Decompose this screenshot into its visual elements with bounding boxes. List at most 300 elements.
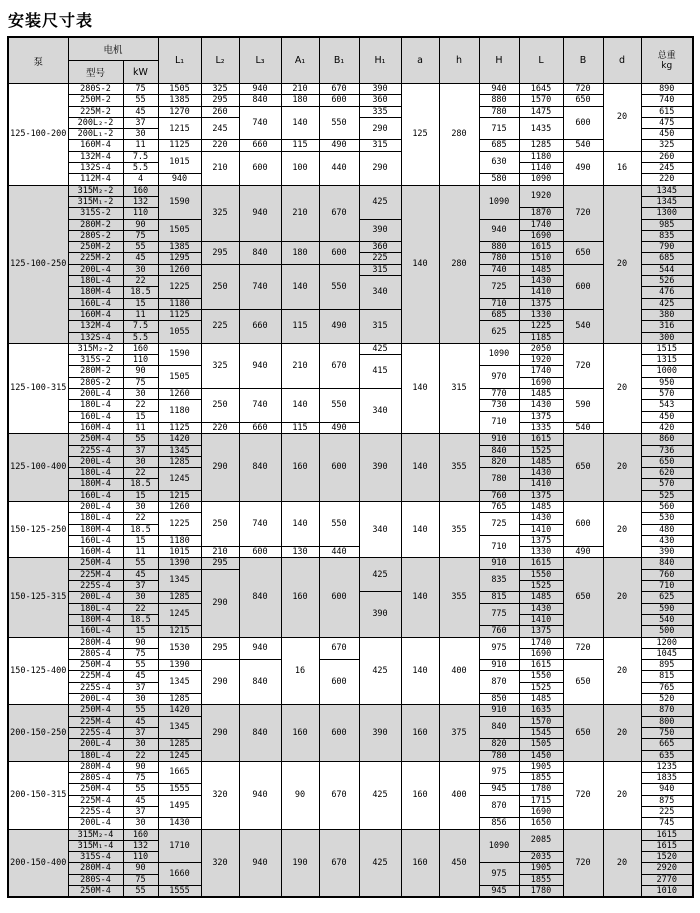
dim-cell-H: 880 [479,95,519,106]
dim-cell-B: 600 [563,501,603,546]
dim-cell-L: 1525 [519,682,563,693]
dim-cell-L: 1740 [519,366,563,377]
dim-cell-L: 1690 [519,230,563,241]
motor-model-cell: 315M₂-2 [68,343,123,354]
dim-cell-L: 1475 [519,106,563,117]
dim-cell-a: 160 [401,761,439,829]
dim-cell-L: 1905 [519,863,563,874]
dim-cell-L: 1375 [519,626,563,637]
dim-cell-L: 1430 [519,603,563,614]
header-pump: 泵 [8,37,68,84]
motor-kw-cell: 7.5 [123,151,158,162]
motor-model-cell: 280M-4 [68,637,123,648]
dim-cell-L: 2085 [519,829,563,852]
dim-cell-W: 1345 [641,185,693,196]
pump-size-cell: 150-125-315 [8,558,68,637]
dim-cell-H1: 360 [359,95,401,106]
dim-cell-W: 450 [641,129,693,140]
motor-kw-cell: 30 [123,389,158,400]
dim-cell-W: 800 [641,716,693,727]
dim-cell-L: 1570 [519,716,563,727]
dim-cell-B: 650 [563,705,603,761]
motor-model-cell: 160M-4 [68,140,123,151]
table-row [8,705,693,716]
dim-cell-B1: 550 [319,501,359,546]
dim-cell-B: 540 [563,309,603,343]
dim-cell-H: 910 [479,705,519,716]
dim-cell-L: 1185 [519,332,563,343]
pump-size-cell: 125-100-315 [8,343,68,433]
dim-cell-B1: 490 [319,422,359,433]
motor-kw-cell: 30 [123,739,158,750]
dim-cell-H: 1090 [479,343,519,366]
motor-kw-cell: 37 [123,807,158,818]
dim-cell-L1: 1390 [158,660,201,671]
dim-cell-L2: 250 [201,264,239,309]
motor-kw-cell: 4 [123,174,158,185]
dim-cell-H: 910 [479,660,519,671]
dim-cell-L1: 1260 [158,389,201,400]
dim-cell-H: 740 [479,264,519,275]
dim-cell-L1: 1345 [158,671,201,694]
dim-cell-L: 1410 [519,524,563,535]
dim-cell-h: 375 [439,705,479,761]
dim-cell-A1: 140 [281,106,319,140]
dim-cell-L3: 660 [239,422,281,433]
dim-cell-a: 140 [401,343,439,433]
header-dim-a: a [401,37,439,84]
dim-cell-H1: 315 [359,140,401,151]
dim-cell-W: 685 [641,253,693,264]
dim-cell-h: 400 [439,637,479,705]
dim-cell-W: 760 [641,569,693,580]
motor-kw-cell: 160 [123,185,158,196]
dim-cell-d: 20 [603,637,641,705]
motor-kw-cell: 18.5 [123,524,158,535]
dim-cell-W: 895 [641,660,693,671]
motor-kw-cell: 55 [123,705,158,716]
table-row [8,501,693,512]
dim-cell-L2: 295 [201,242,239,265]
dim-cell-H: 975 [479,761,519,784]
motor-kw-cell: 75 [123,773,158,784]
dim-cell-W: 245 [641,163,693,174]
dim-cell-H: 870 [479,795,519,818]
table-row [8,829,693,840]
motor-model-cell: 225M-4 [68,716,123,727]
motor-kw-cell: 7.5 [123,321,158,332]
dim-cell-L3: 840 [239,705,281,761]
dim-cell-H1: 225 [359,253,401,264]
motor-model-cell: 280S-2 [68,377,123,388]
dim-cell-a: 160 [401,829,439,897]
motor-kw-cell: 5.5 [123,163,158,174]
dim-cell-L: 1375 [519,535,563,546]
motor-model-cell: 225M-2 [68,106,123,117]
header-motor: 电机 [68,37,158,61]
motor-kw-cell: 75 [123,874,158,885]
dim-cell-L1: 1215 [158,117,201,140]
dim-cell-B: 720 [563,637,603,660]
dim-cell-W: 430 [641,535,693,546]
motor-model-cell: 225S-4 [68,727,123,738]
motor-kw-cell: 15 [123,626,158,637]
motor-model-cell: 225S-4 [68,807,123,818]
header-dim-L1: L₁ [158,37,201,84]
motor-model-cell: 200L-4 [68,456,123,467]
motor-model-cell: 160M-4 [68,547,123,558]
dim-cell-L: 1525 [519,445,563,456]
dim-cell-L: 1525 [519,581,563,592]
motor-kw-cell: 11 [123,422,158,433]
dim-cell-L1: 1125 [158,422,201,433]
dim-cell-L: 1225 [519,321,563,332]
motor-model-cell: 250M-2 [68,95,123,106]
dim-cell-d: 16 [603,151,641,185]
dim-cell-W: 530 [641,513,693,524]
dim-cell-B: 490 [563,151,603,185]
dim-cell-H: 945 [479,784,519,795]
dim-cell-B: 720 [563,829,603,897]
dim-cell-W: 740 [641,95,693,106]
motor-kw-cell: 55 [123,434,158,445]
dim-cell-L1: 1245 [158,468,201,491]
dim-cell-L: 1485 [519,389,563,400]
dim-cell-A1: 160 [281,558,319,637]
motor-kw-cell: 75 [123,377,158,388]
motor-kw-cell: 110 [123,852,158,863]
dim-cell-A1: 115 [281,422,319,433]
dim-cell-A1: 115 [281,140,319,151]
dim-cell-L3: 940 [239,84,281,95]
motor-model-cell: 280S-4 [68,773,123,784]
dim-cell-L: 1180 [519,151,563,162]
motor-model-cell: 250M-4 [68,558,123,569]
dim-cell-H1: 315 [359,264,401,275]
dim-cell-L1: 1285 [158,694,201,705]
dim-cell-L: 1375 [519,490,563,501]
dim-cell-W: 745 [641,818,693,829]
motor-model-cell: 280M-4 [68,761,123,772]
dim-cell-A1: 180 [281,95,319,106]
dim-cell-L2: 325 [201,185,239,241]
dim-cell-d: 20 [603,434,641,502]
dim-cell-W: 525 [641,490,693,501]
dim-cell-W: 860 [641,434,693,445]
motor-model-cell: 160L-4 [68,298,123,309]
header-dim-B: B [563,37,603,84]
header-dim-B1: B₁ [319,37,359,84]
dim-cell-H1: 290 [359,151,401,185]
dim-cell-L1: 1180 [158,298,201,309]
dim-cell-L: 1870 [519,208,563,219]
dim-cell-L1: 1385 [158,242,201,253]
dim-cell-H: 1090 [479,185,519,219]
dim-cell-L: 1920 [519,185,563,208]
dim-cell-H1: 290 [359,117,401,140]
motor-model-cell: 250M-4 [68,705,123,716]
dim-cell-L3: 940 [239,761,281,829]
motor-kw-cell: 45 [123,106,158,117]
pump-size-cell: 125-100-250 [8,185,68,343]
dim-cell-B: 650 [563,95,603,106]
dim-cell-H: 880 [479,242,519,253]
dim-cell-L: 1645 [519,84,563,95]
dim-cell-L: 1485 [519,592,563,603]
motor-model-cell: 250M-4 [68,886,123,898]
dim-cell-B1: 550 [319,106,359,140]
motor-kw-cell: 15 [123,298,158,309]
dim-cell-L1: 1180 [158,400,201,423]
dim-cell-H1: 340 [359,501,401,557]
pump-size-cell: 125-100-200 [8,84,68,186]
motor-model-cell: 160L-4 [68,490,123,501]
motor-kw-cell: 11 [123,140,158,151]
motor-kw-cell: 5.5 [123,332,158,343]
dim-cell-W: 1345 [641,196,693,207]
table-row [8,185,693,196]
dim-cell-L1: 1555 [158,886,201,898]
dim-cell-A1: 100 [281,151,319,185]
dim-cell-A1: 210 [281,185,319,241]
header-dim-h: h [439,37,479,84]
motor-kw-cell: 37 [123,682,158,693]
dim-cell-L: 1690 [519,377,563,388]
dim-cell-H: 710 [479,298,519,309]
dim-cell-h: 280 [439,185,479,343]
dim-cell-L1: 1180 [158,535,201,546]
motor-model-cell: 180M-4 [68,614,123,625]
motor-model-cell: 200L-4 [68,592,123,603]
dim-cell-H: 710 [479,411,519,434]
motor-kw-cell: 22 [123,513,158,524]
motor-model-cell: 160M-4 [68,422,123,433]
motor-kw-cell: 30 [123,456,158,467]
dim-cell-L3: 600 [239,151,281,185]
dim-cell-L: 1330 [519,309,563,320]
dim-cell-L1: 1055 [158,321,201,344]
dim-cell-W: 2920 [641,863,693,874]
motor-kw-cell: 15 [123,490,158,501]
pump-size-cell: 125-100-400 [8,434,68,502]
dim-cell-L: 2050 [519,343,563,354]
dim-cell-h: 355 [439,558,479,637]
header-dim-L3: L₃ [239,37,281,84]
dim-cell-L2: 260 [201,106,239,117]
dim-cell-W: 710 [641,581,693,592]
dim-cell-W: 590 [641,603,693,614]
header-dim-L: L [519,37,563,84]
dim-cell-W: 1045 [641,648,693,659]
dim-cell-H: 760 [479,626,519,637]
dim-cell-L1: 1125 [158,140,201,151]
dim-cell-L1: 1225 [158,513,201,536]
dim-cell-H1: 335 [359,106,401,117]
dim-cell-W: 1300 [641,208,693,219]
dim-cell-H1: 425 [359,343,401,354]
dim-cell-L1: 1710 [158,829,201,863]
dim-cell-B: 600 [563,106,603,140]
dim-cell-L1: 1270 [158,106,201,117]
motor-kw-cell: 75 [123,648,158,659]
dim-cell-h: 315 [439,343,479,433]
dim-cell-A1: 130 [281,547,319,558]
dim-cell-L: 1375 [519,411,563,422]
motor-model-cell: 225S-4 [68,445,123,456]
dim-cell-W: 300 [641,332,693,343]
dim-cell-d: 20 [603,705,641,761]
dim-cell-A1: 90 [281,761,319,829]
dim-cell-L: 1550 [519,569,563,580]
dim-cell-L2: 295 [201,637,239,660]
dim-cell-B1: 490 [319,309,359,343]
dim-cell-h: 355 [439,434,479,502]
motor-model-cell: 160M-4 [68,309,123,320]
header-motor-model: 型号 [68,61,123,84]
motor-kw-cell: 45 [123,716,158,727]
pump-size-cell: 200-150-315 [8,761,68,829]
dim-cell-L2: 320 [201,761,239,829]
motor-model-cell: 250M-4 [68,660,123,671]
dim-cell-W: 220 [641,174,693,185]
dim-cell-B1: 600 [319,95,359,106]
table-row [8,434,693,445]
dim-cell-L2: 225 [201,309,239,343]
motor-kw-cell: 15 [123,411,158,422]
dim-cell-L: 1430 [519,513,563,524]
dim-cell-L3: 740 [239,501,281,546]
table-row [8,389,693,400]
motor-model-cell: 315M₂-4 [68,829,123,840]
dim-cell-L: 1855 [519,874,563,885]
dim-cell-L: 1435 [519,117,563,140]
dim-cell-L1: 1345 [158,445,201,456]
dim-cell-L2: 290 [201,434,239,502]
dim-cell-W: 520 [641,694,693,705]
dim-cell-L1: 1505 [158,366,201,389]
dim-cell-H: 870 [479,671,519,694]
dim-cell-H: 940 [479,219,519,242]
dim-cell-L: 1650 [519,818,563,829]
motor-kw-cell: 30 [123,818,158,829]
dim-cell-L1: 1505 [158,84,201,95]
motor-kw-cell: 45 [123,671,158,682]
header-dim-d: d [603,37,641,84]
dim-cell-L2: 250 [201,389,239,423]
dim-cell-H1: 390 [359,434,401,502]
motor-model-cell: 280S-2 [68,230,123,241]
dim-cell-W: 1835 [641,773,693,784]
dim-cell-B1: 600 [319,434,359,502]
dim-cell-L2: 210 [201,547,239,558]
motor-model-cell: 200L-4 [68,818,123,829]
motor-kw-cell: 110 [123,208,158,219]
pump-size-cell: 150-125-400 [8,637,68,705]
dim-cell-a: 140 [401,185,439,343]
dim-cell-L: 1140 [519,163,563,174]
dim-cell-H: 780 [479,468,519,491]
dim-cell-L3: 840 [239,558,281,637]
motor-model-cell: 280S-4 [68,874,123,885]
dim-cell-B1: 670 [319,185,359,241]
pump-size-cell: 200-150-250 [8,705,68,761]
motor-model-cell: 200L-4 [68,264,123,275]
dim-cell-L: 1780 [519,784,563,795]
dim-cell-W: 615 [641,106,693,117]
dim-cell-B1: 440 [319,547,359,558]
dim-cell-a: 140 [401,637,439,705]
motor-kw-cell: 90 [123,761,158,772]
dim-cell-L3: 940 [239,829,281,897]
dim-cell-L: 1570 [519,95,563,106]
dim-cell-L1: 940 [158,174,201,185]
dim-cell-W: 480 [641,524,693,535]
dim-cell-d: 20 [603,761,641,829]
dim-cell-L: 1545 [519,727,563,738]
dim-cell-a: 160 [401,705,439,761]
motor-model-cell: 180M-4 [68,479,123,490]
dim-cell-B: 720 [563,343,603,388]
table-row [8,660,693,671]
table-body [8,84,693,898]
dim-cell-L1: 1665 [158,761,201,784]
dim-cell-L3: 740 [239,389,281,423]
dim-cell-L3: 940 [239,185,281,241]
dim-cell-a: 140 [401,558,439,637]
motor-kw-cell: 30 [123,501,158,512]
dim-cell-L: 1505 [519,739,563,750]
dim-cell-H: 715 [479,117,519,140]
dim-cell-W: 1000 [641,366,693,377]
dim-cell-H: 780 [479,106,519,117]
dim-cell-H: 710 [479,535,519,558]
dim-cell-L3: 660 [239,140,281,151]
dim-cell-B: 590 [563,389,603,423]
dim-cell-B1: 670 [319,637,359,660]
dim-cell-a: 140 [401,434,439,502]
dim-cell-B1: 600 [319,242,359,265]
dim-cell-L: 1410 [519,479,563,490]
table-row [8,84,693,95]
dim-cell-L: 1740 [519,219,563,230]
motor-kw-cell: 90 [123,637,158,648]
dim-cell-H: 730 [479,400,519,411]
dim-cell-a: 125 [401,84,439,186]
table-row [8,140,693,151]
dim-cell-L1: 1260 [158,264,201,275]
motor-kw-cell: 18.5 [123,479,158,490]
dim-cell-A1: 16 [281,637,319,705]
motor-kw-cell: 160 [123,829,158,840]
dim-cell-B1: 490 [319,140,359,151]
motor-kw-cell: 132 [123,196,158,207]
dim-cell-B1: 440 [319,151,359,185]
dim-cell-W: 1010 [641,886,693,898]
dim-cell-W: 225 [641,807,693,818]
dim-cell-L1: 1555 [158,784,201,795]
dim-cell-H: 840 [479,445,519,456]
motor-kw-cell: 30 [123,592,158,603]
motor-kw-cell: 30 [123,694,158,705]
dim-cell-B: 540 [563,422,603,433]
dim-cell-L: 1690 [519,648,563,659]
dim-cell-H1: 315 [359,309,401,343]
dim-cell-L2: 210 [201,151,239,185]
dim-cell-L: 1920 [519,355,563,366]
dim-cell-L: 1485 [519,501,563,512]
motor-kw-cell: 37 [123,727,158,738]
dim-cell-H: 820 [479,739,519,750]
